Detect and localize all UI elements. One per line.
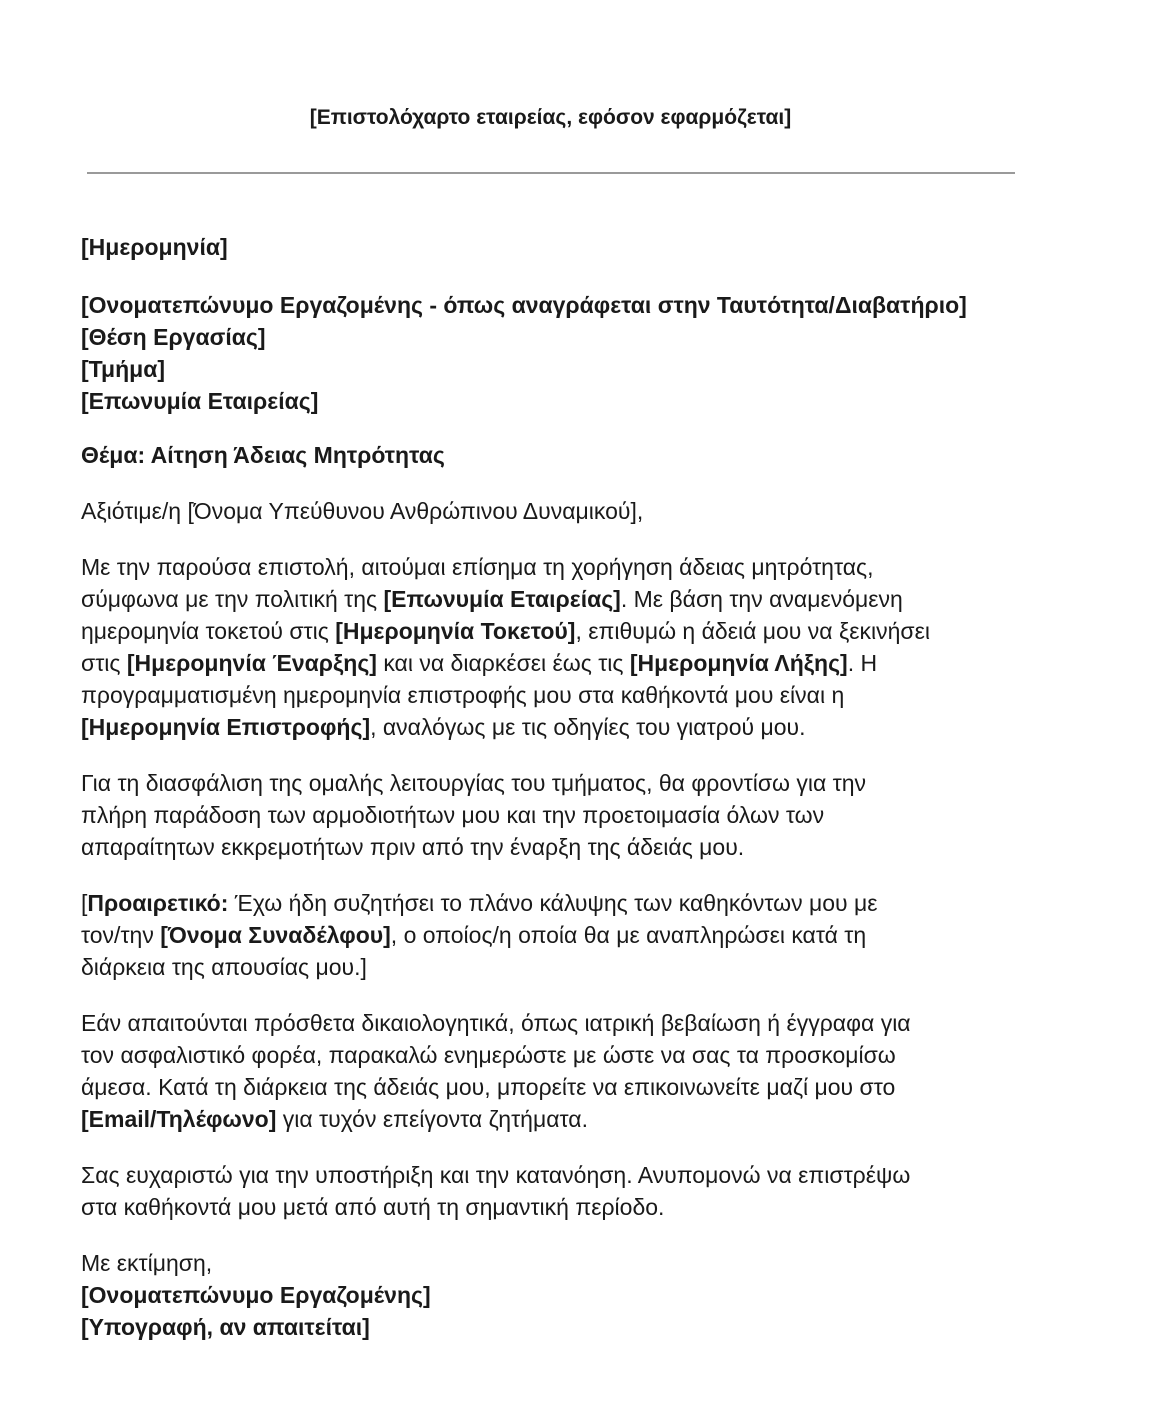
subject-line bbox=[81, 439, 1081, 471]
p1-text: προγραμματισμένη ημερομηνία επιστροφής μου στα καθήκοντά μου είναι η bbox=[81, 682, 845, 708]
p3-text: τον/την bbox=[81, 922, 161, 948]
start-date-placeholder: [Ημερομηνία Έναρξης] bbox=[126, 650, 377, 676]
p3-text: , ο οποίος/η οποία θα με αναπληρώσει κατά τη bbox=[390, 922, 867, 948]
colleague-placeholder: [Όνομα Συναδέλφου] bbox=[160, 922, 391, 948]
return-date-placeholder: [Ημερομηνία Επιστροφής] bbox=[81, 714, 371, 740]
recipient-name: [Ονοματεπώνυμο Εργαζομένης - όπως αναγράφεται στην Ταυτότητα/Διαβατήριο] bbox=[81, 292, 967, 318]
contact-placeholder: [Email/Τηλέφωνο] bbox=[81, 1106, 277, 1132]
p1-line-5 bbox=[81, 679, 1081, 711]
p4-line-3: άμεσα. Κατά τη διάρκεια της άδειάς μου, μπορείτε να επικοινωνείτε μαζί μου στο bbox=[81, 1074, 896, 1100]
p1-line-3 bbox=[81, 615, 1081, 647]
recipient-department: [Τμήμα] bbox=[81, 356, 165, 382]
p4-line-4 bbox=[81, 1103, 1081, 1135]
p4-text: για τυχόν επείγοντα ζητήματα. bbox=[276, 1106, 588, 1132]
p1-line-6 bbox=[81, 711, 1081, 743]
p1-text: . Η bbox=[847, 650, 878, 676]
recipient-position: [Θέση Εργασίας] bbox=[81, 324, 266, 350]
recipient-company: [Επωνυμία Εταιρείας] bbox=[81, 388, 319, 414]
closing-regards: Με εκτίμηση, bbox=[81, 1250, 213, 1276]
letter-date bbox=[81, 231, 1081, 263]
letter-body bbox=[81, 231, 1081, 1343]
salutation: Αξιότιμε/η [Όνομα Υπεύθυνου Ανθρώπινου Δυναμικού], bbox=[81, 498, 644, 524]
date-placeholder: [Ημερομηνία] bbox=[81, 234, 228, 260]
closing-name: [Ονοματεπώνυμο Εργαζομένης] bbox=[81, 1282, 431, 1308]
p3-text: [ bbox=[81, 890, 88, 916]
p3-line-1 bbox=[81, 887, 1081, 919]
letterhead-placeholder: [Επιστολόχαρτο εταιρείας, εφόσον εφαρμόζεται] bbox=[309, 106, 792, 129]
p5-line-1: Σας ευχαριστώ για την υποστήριξη και την κατανόηση. Ανυπομονώ να επιστρέψω bbox=[81, 1162, 911, 1188]
p2-line-2: πλήρη παράδοση των αρμοδιοτήτων μου και την προετοιμασία όλων των bbox=[81, 802, 825, 828]
p1-line-2 bbox=[81, 583, 1081, 615]
p3-line-2 bbox=[81, 919, 1081, 951]
paragraph-request bbox=[81, 551, 1081, 743]
p1-line-4 bbox=[81, 647, 1081, 679]
p3-text: Έχω ήδη συζητήσει το πλάνο κάλυψης των καθηκόντων μου με bbox=[228, 890, 878, 916]
p4-line-1: Εάν απαιτούνται πρόσθετα δικαιολογητικά, όπως ιατρική βεβαίωση ή έγγραφα για bbox=[81, 1010, 911, 1036]
p1-text: , αναλόγως με τις οδηγίες του γιατρού μου. bbox=[370, 714, 806, 740]
closing-block bbox=[81, 1247, 1081, 1343]
p1-text: σύμφωνα με την πολιτική της bbox=[81, 586, 384, 612]
header-divider bbox=[87, 172, 1015, 174]
p1-text: στις bbox=[81, 650, 127, 676]
p2-line-3: απαραίτητων εκκρεμοτήτων πριν από την έναρξη της άδειάς μου. bbox=[81, 834, 745, 860]
p4-line-2: τον ασφαλιστικό φορέα, παρακαλώ ενημερώστε με ώστε να σας τα προσκομίσω bbox=[81, 1042, 896, 1068]
p1-text: ημερομηνία τοκετού στις bbox=[81, 618, 336, 644]
paragraph-handover bbox=[81, 767, 1081, 863]
paragraph-documents bbox=[81, 1007, 1081, 1135]
p1-text: . Με βάση την αναμενόμενη bbox=[620, 586, 903, 612]
due-date-placeholder: [Ημερομηνία Τοκετού] bbox=[335, 618, 576, 644]
p2-line-1: Για τη διασφάλιση της ομαλής λειτουργίας του τμήματος, θα φροντίσω για την bbox=[81, 770, 867, 796]
company-placeholder: [Επωνυμία Εταιρείας] bbox=[383, 586, 621, 612]
paragraph-thanks bbox=[81, 1159, 1081, 1223]
p1-text: Με την παρούσα επιστολή, αιτούμαι επίσημα τη χορήγηση άδειας μητρότητας, bbox=[81, 554, 874, 580]
p5-line-2: στα καθήκοντά μου μετά από αυτή τη σημαντική περίοδο. bbox=[81, 1194, 665, 1220]
p1-text: , επιθυμώ η άδειά μου να ξεκινήσει bbox=[575, 618, 930, 644]
paragraph-optional bbox=[81, 887, 1081, 983]
recipient-block bbox=[81, 289, 1081, 417]
p1-text: και να διαρκέσει έως τις bbox=[376, 650, 630, 676]
subject-text: Θέμα: Αίτηση Άδειας Μητρότητας bbox=[81, 442, 445, 468]
optional-label: Προαιρετικό: bbox=[87, 890, 229, 916]
p3-line-3: διάρκεια της απουσίας μου.] bbox=[81, 954, 367, 980]
closing-signature: [Υπογραφή, αν απαιτείται] bbox=[81, 1314, 370, 1340]
p1-line-1 bbox=[81, 551, 1081, 583]
end-date-placeholder: [Ημερομηνία Λήξης] bbox=[629, 650, 848, 676]
